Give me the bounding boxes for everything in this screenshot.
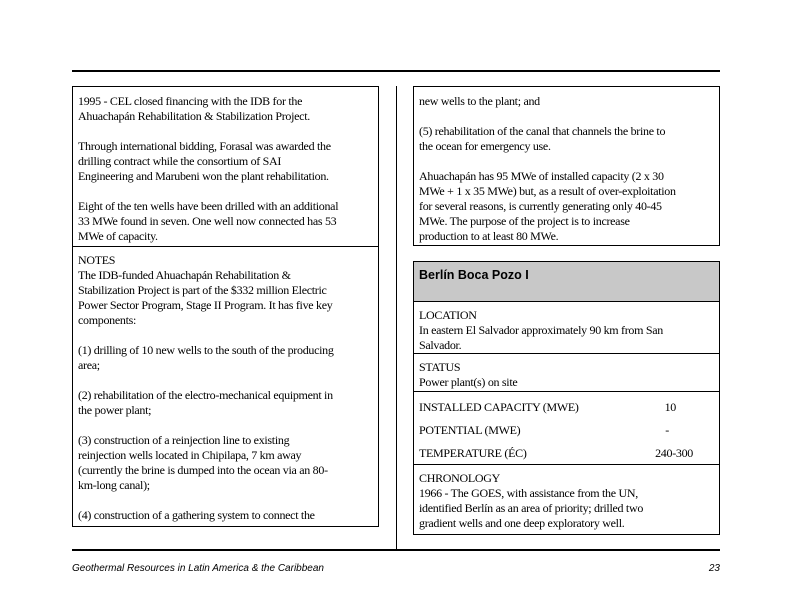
status-section [414,354,719,392]
status-label: STATUS [419,360,461,374]
notes-text: The IDB-funded Ahuachapán Rehabilitation & Stabilization Project is part of the $332 million Electric Power Sector Program, Stage II Program. It has five key components: (1) drilling of 10 new wells to the south of the producing area; (2) rehabilitation of the electro-mechanical equipment in the power plant; (3) construction of a reinjection line to existing reinjection wells located in Chipilapa, 7 km away (currently the brine is dumped into the ocean via an 80- km-long canal); (4) construction of a gathering system to connect the [78,268,334,522]
left-column-box [72,86,379,527]
location-label: LOCATION [419,308,477,322]
spec-value: 240-300 [655,446,693,460]
location-text: In eastern El Salvador approximately 90 km from San Salvador. [419,323,663,352]
continued-section [414,87,719,244]
notes-label: NOTES [78,253,116,267]
specs-section [414,392,719,465]
page-number: 23 [708,563,720,574]
project-chronology-text: 1966 - The GOES, with assistance from the UN, identified Berlín as an area of priority; drilled two gradient wells and one deep exploratory well. [419,486,644,530]
project-chronology-section [414,465,719,531]
status-text: Power plant(s) on site [419,375,518,389]
spec-row-potential [419,423,713,438]
chronology-continued-section [73,87,378,247]
spec-row-installed-capacity [419,400,713,415]
spec-row-temperature [419,446,713,461]
spec-label: INSTALLED CAPACITY (MWE) [419,400,579,414]
chronology-continued-text: 1995 - CEL closed financing with the IDB for the Ahuachapán Rehabilitation & Stabilization Project. Through international bidding, Forasal was awarded the drilling contract while the consortium of SAI Engineering and Marubeni won the plant rehabilitation. Eight of the ten wells have been drilled with an additional 33 MWe found in seven. One well now connected has 53 MWe of capacity. [78,94,339,243]
project-title: Berlín Boca Pozo I [414,262,719,302]
location-section [414,302,719,354]
notes-section [73,247,378,523]
spec-value: 10 [664,400,676,414]
footer-rule [72,549,720,551]
column-divider [396,86,397,550]
continued-text: new wells to the plant; and (5) rehabilitation of the canal that channels the brine to the ocean for emergency use. Ahuachapán has 95 MWe of installed capacity (2 x 30 MWe + 1 x 35 MWe) but, as a result of over-exploitation for several reasons, is currently generating only 40-45 MWe. The purpose of the project is to increase production to at least 80 MWe. [419,94,676,243]
spec-label: POTENTIAL (MWE) [419,423,521,437]
right-continued-box [413,86,720,246]
project-box [413,261,720,535]
spec-value: - [665,423,669,437]
project-chronology-label: CHRONOLOGY [419,471,501,485]
header-rule [72,70,720,72]
spec-label: TEMPERATURE (ÉC) [419,446,527,460]
footer-title: Geothermal Resources in Latin America & the Caribbean [72,563,324,574]
